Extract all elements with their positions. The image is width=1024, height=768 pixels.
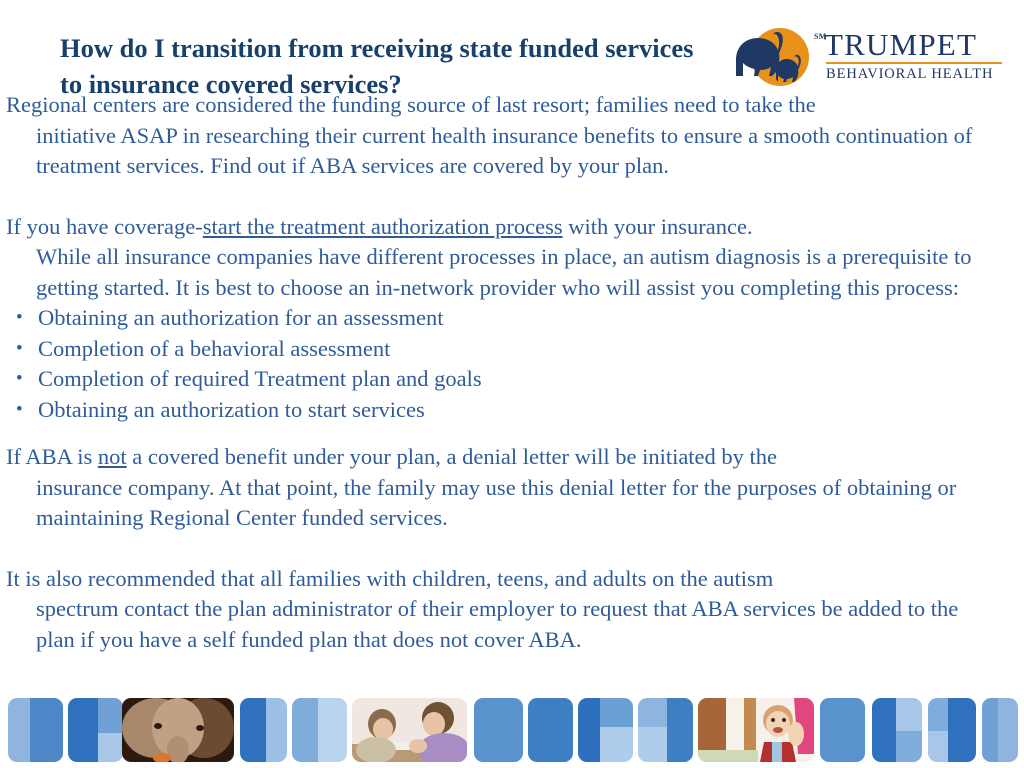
footer-tile: [240, 698, 287, 762]
tile-block: [948, 698, 976, 762]
logo-word-trumpet: TRUMPET: [824, 27, 978, 62]
list-item: [0, 395, 1024, 426]
treatment-authorization-link[interactable]: start the treatment authorization process: [202, 213, 563, 239]
spacer-2: [0, 425, 1024, 442]
tile-block: [578, 698, 600, 762]
logo-subtitle-behavioral-health: BEHAVIORAL HEALTH: [826, 66, 994, 82]
tile-block: [600, 727, 633, 762]
paragraph-3-lead: If ABA is: [6, 444, 98, 469]
paragraph-also-recommended: [0, 564, 1024, 656]
tile-block: [68, 698, 98, 762]
footer-tile: [68, 698, 123, 762]
tile-block: [872, 698, 896, 762]
paragraph-4-first-line: It is also recommended that all families with children, teens, and adults on the autism: [6, 565, 774, 591]
paragraph-2-first-line: [6, 212, 998, 243]
logo-divider-rule: [826, 62, 1002, 64]
process-steps-list: [0, 303, 1024, 425]
footer-tile: [872, 698, 922, 762]
paragraph-2-lead: If you have coverage-: [6, 213, 203, 239]
tile-block: [98, 733, 123, 762]
children-reading-photo: [352, 698, 467, 762]
spacer-3: [0, 534, 1024, 564]
tile-block: [318, 698, 347, 762]
list-item: [0, 364, 1024, 395]
tile-block: [896, 698, 922, 731]
footer-tile: [8, 698, 63, 762]
bullet-label: Completion of a behavioral assessment: [38, 335, 391, 361]
footer-tile: [292, 698, 347, 762]
spacer-1: [0, 182, 1024, 212]
footer-tile: [474, 698, 523, 762]
tile-block: [600, 698, 633, 727]
paragraph-4-continuation: spectrum contact the plan administrator of their employer to request that ABA services be added to the plan if you have a self funded plan that does not cover ABA.: [36, 596, 959, 652]
bullet-label: Completion of required Treatment plan and goals: [38, 366, 482, 391]
paragraph-1-first-line: Regional centers are considered the funding source of last resort; families need to take the: [6, 92, 816, 117]
trumpet-behavioral-health-logo: [728, 26, 1008, 92]
logo-wordmark: [824, 28, 1008, 82]
list-item: [0, 334, 1024, 365]
smiling-boy-photo: [698, 698, 814, 762]
elephant-logo-mark: [728, 26, 818, 88]
tile-block: [820, 698, 865, 762]
footer-tile: [638, 698, 693, 762]
footer-tile: [578, 698, 633, 762]
service-mark-symbol: SM: [814, 32, 827, 41]
slide-body: [0, 90, 1024, 655]
tile-block: [266, 698, 287, 762]
tile-block: [528, 698, 573, 762]
tile-block: [638, 698, 667, 727]
tile-block: [667, 698, 693, 762]
bullet-label: Obtaining an authorization for an assessment: [38, 305, 444, 330]
paragraph-3-tail: a covered benefit under your plan, a denial letter will be initiated by the: [126, 444, 778, 469]
slide-title: How do I transition from receiving state funded services to insurance covered services?: [60, 32, 694, 99]
paragraph-if-aba-not-covered: [0, 442, 1024, 534]
footer-tile: [928, 698, 976, 762]
tile-block: [896, 731, 922, 762]
tile-block: [638, 727, 667, 762]
paragraph-2-continuation: While all insurance companies have different processes in place, an autism diagnosis is a prerequisite to getting started. It is best to choose an in-network provider who will assist you completing this process:: [36, 244, 972, 300]
bullet-label: Obtaining an authorization to start services: [38, 396, 425, 422]
tile-block: [474, 698, 523, 762]
paragraph-if-you-have-coverage: [0, 212, 1024, 304]
tile-block: [928, 731, 948, 762]
paragraph-3-first-line: [6, 442, 998, 473]
emphasis-not: not: [97, 444, 127, 469]
tile-block: [98, 698, 123, 733]
footer-tile: [982, 698, 1018, 762]
elephant-photo: [122, 698, 234, 762]
tile-block: [30, 698, 63, 762]
tile-block: [240, 698, 266, 762]
decorative-footer-strip: [0, 692, 1024, 768]
tile-block: [982, 698, 998, 762]
footer-tile: [820, 698, 865, 762]
footer-tile: [528, 698, 573, 762]
paragraph-3-continuation: insurance company. At that point, the family may use this denial letter for the purposes of obtaining or maintaining Regional Center funded services.: [36, 474, 957, 530]
paragraph-2-tail: with your insurance.: [562, 213, 753, 239]
tile-block: [8, 698, 30, 762]
tile-block: [998, 698, 1018, 762]
paragraph-1-continuation: initiative ASAP in researching their current health insurance benefits to ensure a smooth continuation of treatment services. Find out if ABA services are covered by your plan.: [36, 122, 973, 178]
paragraph-regional-centers: [0, 90, 1024, 182]
tile-block: [292, 698, 318, 762]
list-item: [0, 303, 1024, 334]
tile-block: [928, 698, 948, 731]
